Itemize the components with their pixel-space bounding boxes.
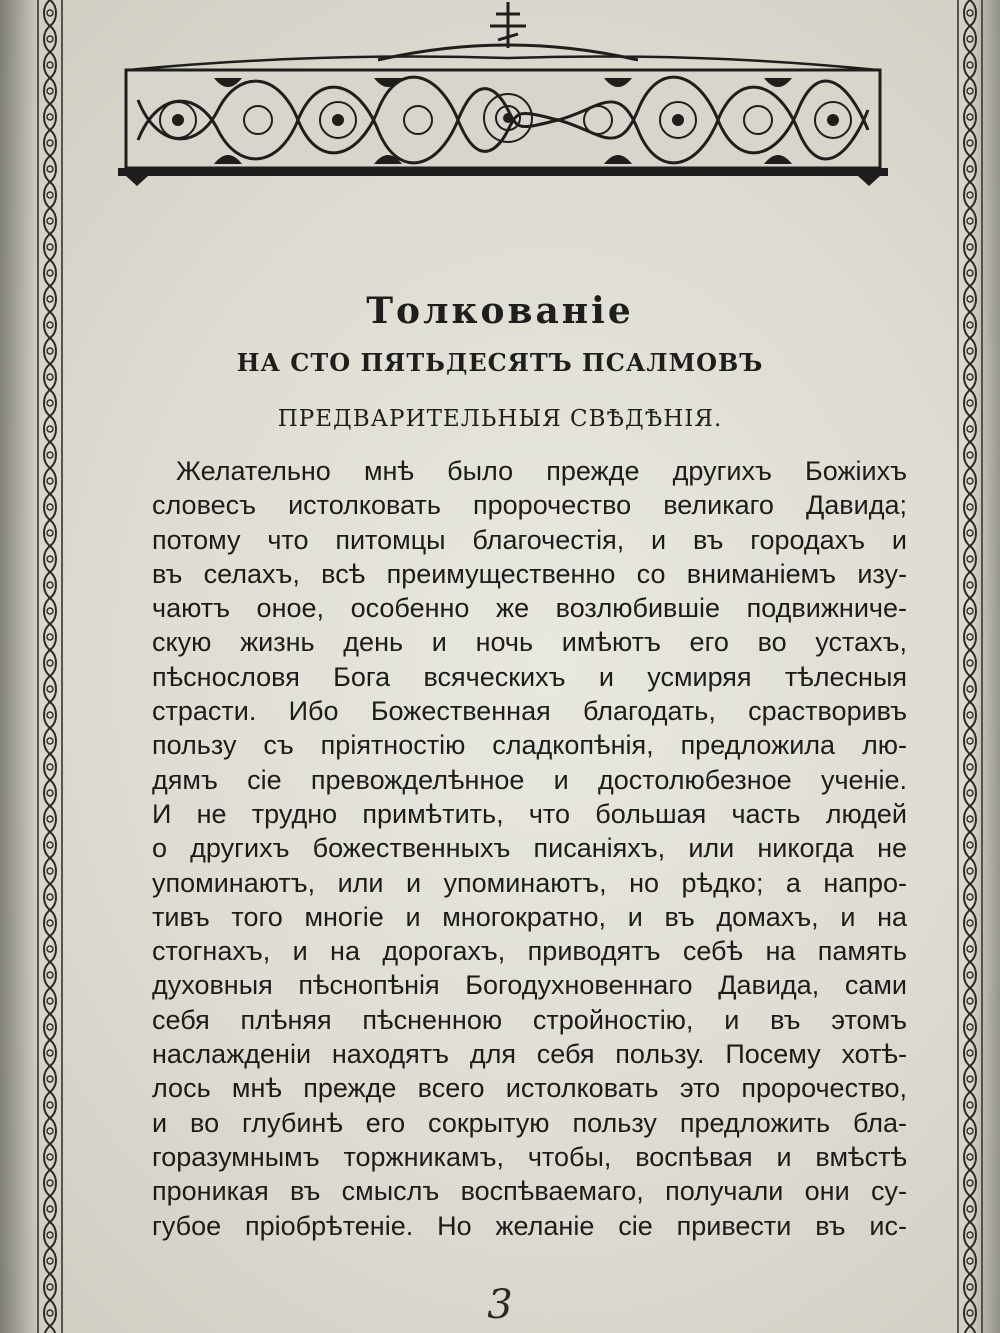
text-line: лось мнѣ прежде всего истолковать это пророчество, [152, 1073, 907, 1104]
text-line: скую жизнь день и ночь имѣютъ его во устахъ, [152, 627, 907, 658]
text-line: о другихъ божественныхъ писаніяхъ, или никогда не [152, 833, 907, 864]
text-line: пользу съ пріятностію сладкопѣнія, предложила лю- [152, 730, 907, 761]
document-title: Толкованіе [366, 290, 634, 332]
text-line: въ селахъ, всѣ преимущественно со вниманіемъ изу- [152, 558, 907, 589]
body-text [152, 454, 907, 1243]
text-line: тивъ того многіе и многократно, и въ домахъ, и на [152, 901, 907, 932]
text-line: себя плѣняя пѣсненною стройностію, и въ этомъ [152, 1004, 907, 1035]
text-line: словесъ истолковать пророчество великаго Давида; [152, 490, 907, 521]
text-line: И не трудно примѣтить, что большая часть людей [152, 798, 907, 829]
text-line: дямъ сіе превожделѣнное и достолюбезное ученіе. [152, 764, 907, 795]
text-line: страсти. Ибо Божественная благодать, срастворивъ [152, 696, 907, 727]
ornamental-headpiece-icon [118, 0, 888, 190]
section-heading: ПРЕДВАРИТЕЛЬНЫЯ СВѢДѢНІЯ. [277, 406, 723, 432]
page-edge-shadow [0, 0, 40, 1333]
text-line: Желательно мнѣ было прежде другихъ Божіихъ [176, 456, 907, 486]
text-line: губое пріобрѣтеніе. Но желаніе сіе привести въ ис- [152, 1210, 907, 1241]
text-line: наслажденіи находятъ для себя пользу. Посему хотѣ- [152, 1039, 907, 1070]
text-line: горазумнымъ торжникамъ, чтобы, воспѣвая и вмѣстѣ [152, 1141, 907, 1172]
text-line: чаютъ оное, особенно же возлюбившіе подвижниче- [152, 593, 907, 624]
text-line: потому что питомцы благочестія, и въ городахъ и [152, 524, 907, 555]
page-edge-shadow [970, 0, 1000, 1333]
text-line: духовныя пѣснопѣнія Богодухновеннаго Давида, сами [152, 970, 907, 1001]
text-line: стогнахъ, и на дорогахъ, приводятъ себѣ на память [152, 936, 907, 967]
page-number: 3 [487, 1282, 513, 1328]
text-line: пѣснословя Бога всяческихъ и усмиряя тѣлесныя [152, 661, 907, 692]
document-subtitle: НА СТО ПЯТЬДЕСЯТЪ ПСАЛМОВЪ [236, 348, 764, 377]
text-line: и во глубинѣ его сокрытую пользу предложить бла- [152, 1107, 907, 1138]
text-line: упоминаютъ, или и упоминаютъ, но рѣдко; а напро- [152, 867, 907, 898]
text-line: проникая въ смыслъ воспѣваемаго, получали они су- [152, 1176, 907, 1207]
